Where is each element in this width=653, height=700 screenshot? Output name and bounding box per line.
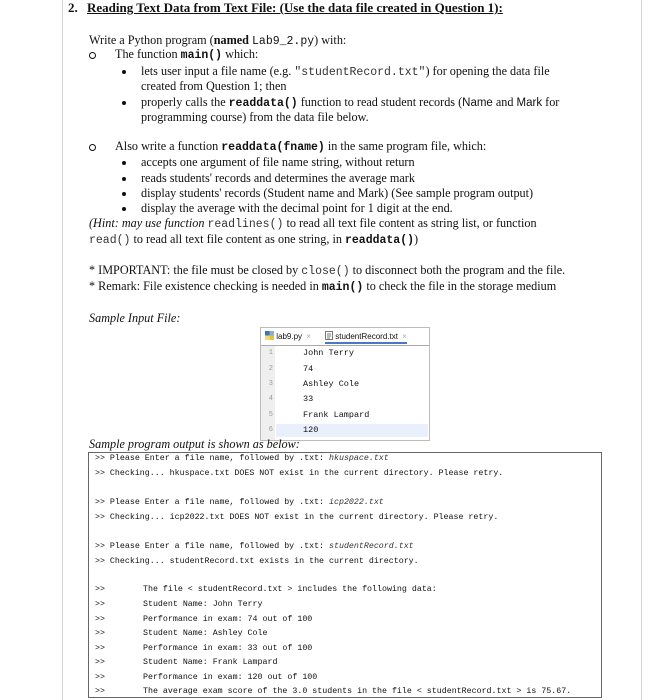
program-filename: Lab9_2.py	[252, 35, 315, 48]
console-prompt: >>	[95, 615, 105, 624]
console-line: Student Name: John Terry	[143, 600, 263, 609]
console-line: >> Please Enter a file name, followed by .txt: hkuspace.txt	[95, 454, 389, 463]
line-number: 2	[268, 365, 273, 373]
console-prompt: >>	[95, 629, 105, 638]
readdata-lead: Also write a function readdata(fname) in the same program file, which:	[115, 139, 487, 154]
console-prompt: >>	[95, 658, 105, 667]
console-prompt: >>	[95, 673, 105, 682]
console-line: Student Name: Ashley Cole	[143, 629, 268, 638]
question-title: Reading Text Data from Text File: (Use the data file created in Question 1):	[87, 0, 503, 15]
bullet	[122, 192, 126, 196]
line-number: 5	[268, 411, 273, 419]
file-line: 33	[303, 394, 314, 404]
bullet	[122, 161, 126, 165]
console-output	[88, 452, 602, 698]
console-line: >> Checking... hkuspace.txt DOES NOT exist in the current directory. Please retry.	[95, 469, 504, 478]
sample-output-label: Sample program output is shown as below:	[89, 437, 300, 451]
bullet	[122, 101, 126, 105]
console-prompt: >>	[95, 600, 105, 609]
tab-lab9-py[interactable]: lab9.py ×	[265, 331, 311, 341]
file-line: Ashley Cole	[303, 379, 360, 389]
editor-tab-bar	[261, 328, 429, 346]
main-bullet-2: properly calls the readdata() function to read student records (Name and Mark for	[141, 95, 560, 110]
console-line: >> Checking... icp2022.txt DOES NOT exist in the current directory. Please retry.	[95, 513, 499, 522]
readdata-bullet-1: accepts one argument of file name string, without return	[141, 155, 415, 169]
question-heading	[68, 0, 503, 15]
intro-line: Write a Python program (named Lab9_2.py) with:	[89, 33, 347, 48]
section-marker-readdata	[89, 144, 96, 151]
console-line: >> Please Enter a file name, followed by .txt: icp2022.txt	[95, 498, 384, 507]
bullet	[122, 70, 126, 74]
text-file-icon	[325, 331, 333, 340]
console-line: The file < studentRecord.txt > includes the following data:	[143, 585, 437, 594]
console-line: Student Name: Frank Lampard	[143, 658, 278, 667]
console-prompt: >>	[95, 687, 105, 696]
line-number: 6	[268, 426, 273, 434]
sample-input-label: Sample Input File:	[89, 311, 181, 325]
file-line: 74	[303, 364, 314, 374]
main-lead: The function main() which:	[115, 47, 259, 62]
section-marker-main	[89, 52, 96, 59]
console-line: >> Please Enter a file name, followed by .txt: studentRecord.txt	[95, 542, 414, 551]
close-icon[interactable]: ×	[402, 332, 407, 341]
editor-window	[260, 327, 430, 441]
readdata-bullet-4: display the average with the decimal point for 1 digit at the end.	[141, 201, 453, 215]
important-note: * IMPORTANT: the file must be closed by close() to disconnect both the program and the file.	[89, 263, 566, 278]
readdata-bullet-3: display students' records (Student name and Mark) (See sample program output)	[141, 186, 534, 200]
console-prompt: >>	[95, 644, 105, 653]
current-line-highlight	[276, 424, 428, 437]
main-bullet-1: lets user input a file name (e.g. "studentRecord.txt") for opening the data file	[141, 64, 550, 79]
main-bullet-1-cont: created from Question 1; then	[141, 79, 287, 93]
console-line: The average exam score of the 3.0 students in the file < studentRecord.txt > is 75.67.	[143, 687, 572, 696]
hint-line-2: read() to read all text file content as one string, in readdata())	[89, 232, 419, 247]
file-line: Frank Lampard	[303, 410, 370, 420]
readdata-bullet-2: reads students' records and determines the average mark	[141, 171, 415, 185]
file-line: John Terry	[303, 348, 355, 358]
bullet	[122, 177, 126, 181]
hint-line-1: (Hint: may use function readlines() to read all text file content as string list, or function	[89, 216, 537, 231]
question-number: 2.	[68, 0, 78, 15]
main-bullet-2-cont: programming course) from the data file below.	[141, 110, 369, 124]
console-line: >> Checking... studentRecord.txt exists in the current directory.	[95, 557, 419, 566]
remark-note: * Remark: File existence checking is needed in main() to check the file in the storage medium	[89, 279, 557, 294]
console-line: Performance in exam: 33 out of 100	[143, 644, 313, 653]
console-line: Performance in exam: 74 out of 100	[143, 615, 313, 624]
line-number: 3	[268, 380, 273, 388]
tab-student-record[interactable]: studentRecord.txt ×	[325, 331, 407, 344]
bullet	[122, 207, 126, 211]
line-number: 1	[268, 349, 273, 357]
console-line: Performance in exam: 120 out of 100	[143, 673, 318, 682]
file-line: 120	[303, 425, 319, 435]
close-icon[interactable]: ×	[306, 332, 311, 341]
python-file-icon	[265, 331, 274, 340]
line-number: 4	[268, 395, 273, 403]
console-prompt: >>	[95, 585, 105, 594]
